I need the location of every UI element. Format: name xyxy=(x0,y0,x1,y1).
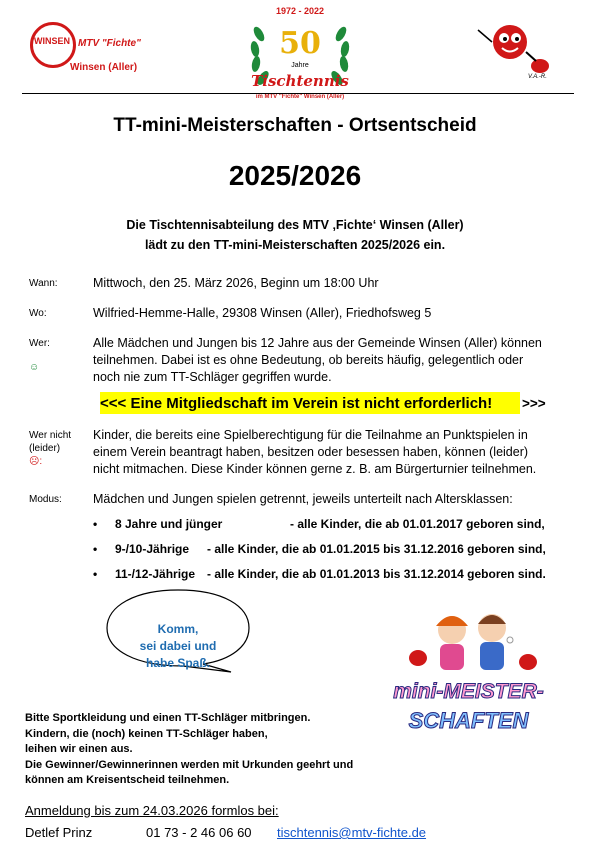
registration-heading: Anmeldung bis zum 24.03.2026 formlos bei: xyxy=(25,803,279,818)
text-line: noch nie zum TT-Schläger gegriffen wurde. xyxy=(93,370,332,384)
intro xyxy=(0,215,590,255)
age-class: 11-/12-Jährige xyxy=(115,567,196,581)
modus-label: Modus: xyxy=(29,494,62,505)
anniversary-tischtennis: Tischtennis xyxy=(251,72,349,90)
intro-line: lädt zu den TT-mini-Meisterschaften 2025/2026 ein. xyxy=(144,238,446,252)
wer-nicht-label-2: (leider) xyxy=(29,443,61,454)
bubble-line: Komm, xyxy=(157,622,199,636)
club-name: MTV "Fichte" xyxy=(78,38,141,49)
footnote-line: können am Kreisentscheid teilnehmen. xyxy=(25,774,230,786)
text-line: Kinder, die bereits eine Spielberechtigung für die Teilnahme an Punktspielen in xyxy=(93,428,528,442)
wer-text xyxy=(93,335,558,386)
mini-logo-line1: mini-MEISTER- xyxy=(393,680,544,703)
wann-value: Mittwoch, den 25. März 2026, Beginn um 18:00 Uhr xyxy=(93,276,379,290)
mascot-signature: V.A.-R. xyxy=(528,74,547,80)
highlight-tail: >>> xyxy=(522,396,546,411)
contact-email-link[interactable]: tischtennis@mtv-fichte.de xyxy=(277,825,427,840)
club-seal-text: WINSEN xyxy=(34,36,70,46)
club-logo xyxy=(30,20,170,80)
text-line: einem Verein beantragt haben, besitzen oder besessen haben, können (leider) xyxy=(93,445,529,459)
age-class: 8 Jahre und jünger xyxy=(115,517,223,531)
mascot xyxy=(470,8,555,83)
footnote-line: Die Gewinner/Gewinnerinnen werden mit Urkunden geehrt und xyxy=(25,758,354,771)
text-line: Alle Mädchen und Jungen bis 12 Jahre aus der Gemeinde Winsen (Aller) können xyxy=(93,336,542,350)
age-class: 9-/10-Jährige xyxy=(115,542,190,556)
wo-value: Wilfried-Hemme-Halle, 29308 Winsen (Aller), Friedhofsweg 5 xyxy=(93,306,432,320)
text-line: teilnehmen. Dabei ist es ohne Bedeutung, ob bereits häufig, gelegentlich oder xyxy=(93,353,524,367)
wer-nicht-label: Wer nicht xyxy=(29,430,72,441)
bullet-icon: • xyxy=(93,567,98,581)
footnote-line: Kindern, die (noch) keinen TT-Schläger haben, xyxy=(25,727,268,740)
bubble-line: habe Spaß. xyxy=(145,656,210,670)
footnote xyxy=(25,711,365,789)
anniversary-years: 1972 - 2022 xyxy=(275,6,325,16)
bubble-line: sei dabei und xyxy=(139,639,217,653)
anniversary-number: 50 xyxy=(279,26,321,61)
modus-intro: Mädchen und Jungen spielen getrennt, jeweils unterteilt nach Altersklassen: xyxy=(93,492,513,506)
age-class-desc: - alle Kinder, die ab 01.01.2015 bis 31.12.2016 geboren sind, xyxy=(207,542,546,556)
wo-label: Wo: xyxy=(29,308,47,319)
bullet-icon: • xyxy=(93,542,98,556)
speech-bubble-text xyxy=(108,621,248,672)
mini-meisterschaften-logo xyxy=(360,600,575,750)
bullet-icon: • xyxy=(93,517,98,531)
age-class-desc: - alle Kinder, die ab 01.01.2017 geboren sind, xyxy=(290,517,545,531)
wann-label: Wann: xyxy=(29,278,58,289)
text-line: nicht mitmachen. Diese Kinder können gerne z. B. am Bürgerturnier teilnehmen. xyxy=(93,462,537,476)
anniversary-subtitle: im MTV "Fichte" Winsen (Aller) xyxy=(255,94,345,100)
season-title: 2025/2026 xyxy=(228,160,362,191)
table-tennis-ball-mascot-icon xyxy=(470,8,555,83)
mini-logo-line2: SCHAFTEN xyxy=(408,708,529,733)
smiley-happy-icon: ☺ xyxy=(29,362,40,373)
page-title: TT-mini-Meisterschaften - Ortsentscheid xyxy=(113,115,477,136)
header-divider xyxy=(22,93,574,94)
highlight-text: <<< Eine Mitgliedschaft im Verein ist nicht erforderlich! xyxy=(100,395,493,412)
intro-line: Die Tischtennisabteilung des MTV ‚Fichte‘ Winsen (Aller) xyxy=(126,218,464,232)
wer-label: Wer: xyxy=(29,338,50,349)
contact-row xyxy=(25,825,427,840)
anniversary-logo xyxy=(245,4,355,114)
age-class-desc: - alle Kinder, die ab 01.01.2013 bis 31.12.2014 geboren sind. xyxy=(207,567,546,581)
anniversary-jahre: Jahre xyxy=(291,62,309,69)
footnote-line: leihen wir einen aus. xyxy=(25,743,133,755)
club-city: Winsen (Aller) xyxy=(70,62,138,73)
footnote-line: Bitte Sportkleidung und einen TT-Schläger mitbringen. xyxy=(25,712,311,724)
smiley-sad-icon: ☹: xyxy=(29,456,43,467)
contact-phone: 01 73 - 2 46 06 60 xyxy=(146,825,252,840)
wer-nicht-text xyxy=(93,427,558,478)
contact-name: Detlef Prinz xyxy=(25,825,93,840)
